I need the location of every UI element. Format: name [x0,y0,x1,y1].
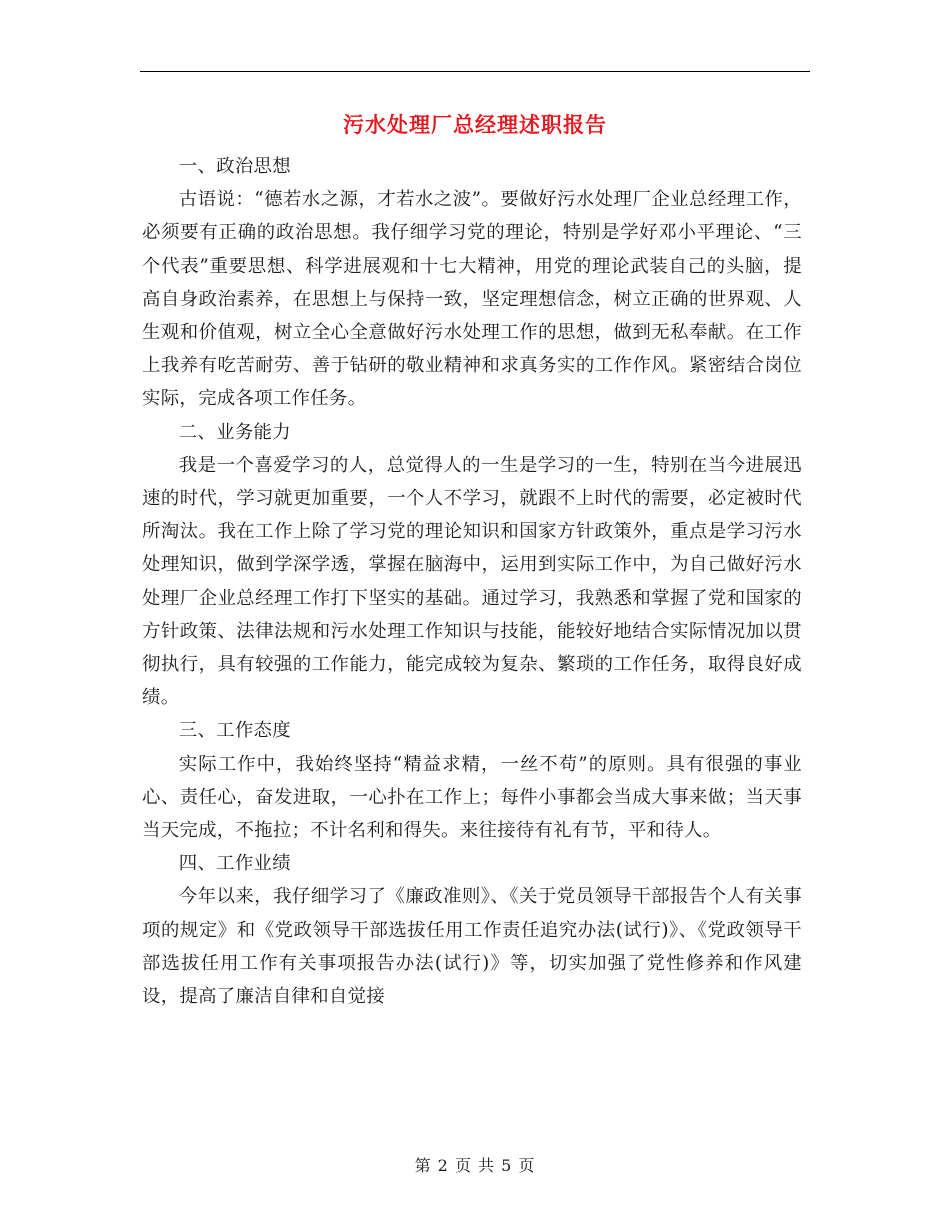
paragraph-attitude: 实际工作中，我始终坚持“精益求精，一丝不苟”的原则。具有很强的事业心、责任心，奋发进取，一心扑在工作上；每件小事都会当成大事来做；当天事当天完成，不拖拉；不计名利和得失。来往接待有礼有节，平和待人。 [142,753,802,842]
document-title: 污水处理厂总经理述职报告 [343,112,607,137]
paragraph-ability: 我是一个喜爱学习的人，总觉得人的一生是学习的一生，特别在当今进展迅速的时代，学习就更加重要，一个人不学习，就跟不上时代的需要，必定被时代所淘汰。我在工作上除了学习党的理论知识和国家方针政策外，重点是学习污水处理知识，做到学深学透，掌握在脑海中，运用到实际工作中，为自己做好污水处理厂企业总经理工作打下坚实的基础。通过学习，我熟悉和掌握了党和国家的方针政策、法律法规和污水处理工作知识与技能，能较好地结合实际情况加以贯彻执行，具有较强的工作能力，能完成较为复杂、繁琐的工作任务，取得良好成绩。 [142,454,802,709]
header-rule [140,71,810,72]
section-heading-achievements: 四、工作业绩 [178,853,291,875]
section-heading-politics: 一、政治思想 [178,156,291,177]
paragraph-achievements: 今年以来，我仔细学习了《廉政准则》、《关于党员领导干部报告个人有关事项的规定》和《党政领导干部选拔任用工作责任追究办法(试行)》、《党政领导干部选拔任用工作有关事项报告办法(试行)》等，切实加强了党性修养和作风建设，提高了廉洁自律和自觉接 [142,886,802,1008]
section-heading-ability: 二、业务能力 [178,421,291,443]
page-number: 第 2 页 共 5 页 [414,1156,536,1175]
document-body [142,150,802,1013]
section-heading-attitude: 三、工作态度 [178,720,291,742]
paragraph-politics: 古语说：“德若水之源，才若水之波”。要做好污水处理厂企业总经理工作，必须要有正确的政治思想。我仔细学习党的理论，特别是学好邓小平理论、“三个代表”重要思想、科学进展观和十七大精神，用党的理论武装自己的头脑，提高自身政治素养，在思想上与保持一致，坚定理想信念，树立正确的世界观、人生观和价值观，树立全心全意做好污水处理工作的思想，做到无私奉献。在工作上我养有吃苦耐劳、善于钻研的敬业精神和求真务实的工作作风。紧密结合岗位实际，完成各项工作任务。 [142,189,802,410]
